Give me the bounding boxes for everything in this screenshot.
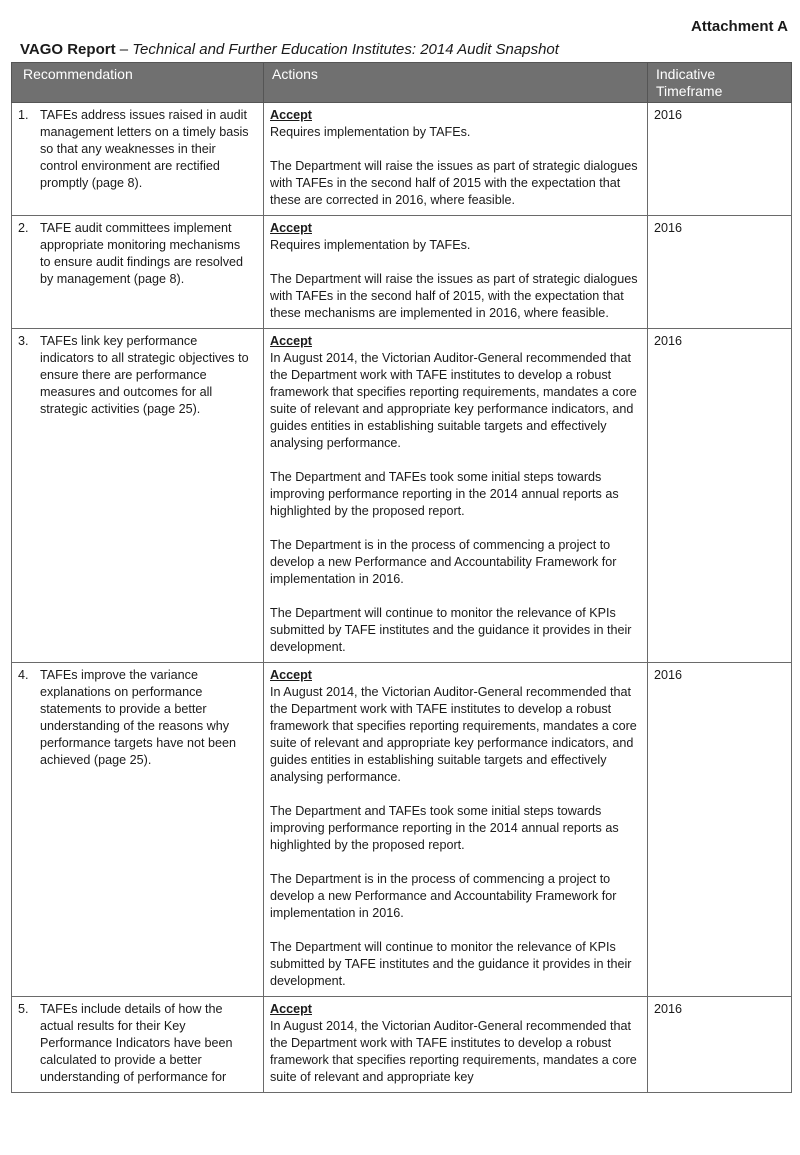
column-header-timeframe: Indicative Timeframe <box>648 63 792 103</box>
timeframe-cell: 2016 <box>648 216 792 329</box>
attachment-label: Attachment A <box>691 18 788 35</box>
action-paragraph: The Department will continue to monitor the relevance of KPIs submitted by TAFE institutes and the guidance it provides in their development. <box>270 606 632 654</box>
actions-cell <box>264 103 648 216</box>
recommendation-text: TAFEs include details of how the actual results for their Key Performance Indicators have been calculated to provide a better understanding of performance for <box>40 1002 233 1084</box>
column-header-actions: Actions <box>264 63 648 103</box>
table-body <box>12 103 792 1093</box>
timeframe-cell: 2016 <box>648 997 792 1093</box>
recommendation-number: 4. <box>18 668 29 682</box>
action-paragraph: The Department and TAFEs took some initial steps towards improving performance reporting in the 2014 annual reports as highlighted by the proposed report. <box>270 470 619 518</box>
action-paragraph: The Department and TAFEs took some initial steps towards improving performance reporting in the 2014 annual reports as highlighted by the proposed report. <box>270 804 619 852</box>
recommendation-cell <box>12 663 264 997</box>
recommendation-content <box>18 1001 257 1086</box>
recommendation-content <box>18 220 257 288</box>
action-paragraph: The Department will continue to monitor the relevance of KPIs submitted by TAFE institutes and the guidance it provides in their development. <box>270 940 632 988</box>
recommendation-cell <box>12 103 264 216</box>
actions-cell <box>264 997 648 1093</box>
actions-cell <box>264 329 648 663</box>
table-row <box>12 997 792 1093</box>
title-report-name: VAGO Report <box>20 41 116 58</box>
recommendations-table <box>11 62 792 1093</box>
recommendation-text: TAFEs address issues raised in audit management letters on a timely basis so that any weaknesses in their control environment are rectified promptly (page 8). <box>40 108 249 190</box>
accept-status: Accept <box>270 334 312 348</box>
accept-status: Accept <box>270 108 312 122</box>
accept-status: Accept <box>270 668 312 682</box>
action-paragraph: In August 2014, the Victorian Auditor-General recommended that the Department work with TAFE institutes to develop a robust framework that specifies reporting requirements, mandates a core suite of relevant and appropriate key performance indicators, and guides entities in establishing suitable targets and effectively analysing performance. <box>270 685 637 784</box>
accept-status: Accept <box>270 221 312 235</box>
action-paragraph: In August 2014, the Victorian Auditor-General recommended that the Department work with TAFE institutes to develop a robust framework that specifies reporting requirements, mandates a core suite of relevant and appropriate key <box>270 1019 637 1084</box>
recommendation-text: TAFE audit committees implement appropriate monitoring mechanisms to ensure audit findings are resolved by management (page 8). <box>40 221 244 286</box>
accept-status: Accept <box>270 1002 312 1016</box>
timeframe-cell: 2016 <box>648 329 792 663</box>
table-header-row <box>12 63 792 103</box>
action-paragraph: The Department is in the process of commencing a project to develop a new Performance and Accountability Framework for implementation in 2016. <box>270 538 617 586</box>
actions-cell <box>264 663 648 997</box>
action-paragraph: Requires implementation by TAFEs. <box>270 238 471 252</box>
table-row <box>12 216 792 329</box>
recommendation-text: TAFEs improve the variance explanations on performance statements to provide a better understanding of the reasons why performance targets have not been achieved (page 25). <box>40 668 237 767</box>
action-paragraph: The Department will raise the issues as part of strategic dialogues with TAFEs in the second half of 2015 with the expectation that these are corrected in 2016, where feasible. <box>270 159 638 207</box>
recommendation-number: 5. <box>18 1002 29 1016</box>
recommendation-number: 3. <box>18 334 29 348</box>
action-paragraph: The Department will raise the issues as part of strategic dialogues with TAFEs in the second half of 2015, with the expectation that these mechanisms are implemented in 2016, where feasible. <box>270 272 638 320</box>
action-paragraph: In August 2014, the Victorian Auditor-General recommended that the Department work with TAFE institutes to develop a robust framework that specifies reporting requirements, mandates a core suite of relevant and appropriate key performance indicators, and guides entities in establishing suitable targets and effectively analysing performance. <box>270 351 637 450</box>
document-title <box>20 41 559 58</box>
title-report-subject: Technical and Further Education Institutes: 2014 Audit Snapshot <box>132 41 559 58</box>
action-paragraph: Requires implementation by TAFEs. <box>270 125 471 139</box>
recommendation-cell <box>12 997 264 1093</box>
table-row <box>12 103 792 216</box>
recommendation-text: TAFEs link key performance indicators to all strategic objectives to ensure there are performance measures and outcomes for all strategic activities (page 25). <box>40 334 249 416</box>
column-header-recommendation: Recommendation <box>12 63 264 103</box>
actions-cell <box>264 216 648 329</box>
title-dash: – <box>115 41 133 58</box>
recommendation-cell <box>12 329 264 663</box>
recommendation-content <box>18 333 257 418</box>
recommendation-cell <box>12 216 264 329</box>
timeframe-cell: 2016 <box>648 103 792 216</box>
table-row <box>12 329 792 663</box>
recommendation-content <box>18 107 257 192</box>
timeframe-cell: 2016 <box>648 663 792 997</box>
table-row <box>12 663 792 997</box>
recommendation-number: 1. <box>18 108 29 122</box>
recommendation-number: 2. <box>18 221 29 235</box>
recommendation-content <box>18 667 257 769</box>
action-paragraph: The Department is in the process of commencing a project to develop a new Performance and Accountability Framework for implementation in 2016. <box>270 872 617 920</box>
